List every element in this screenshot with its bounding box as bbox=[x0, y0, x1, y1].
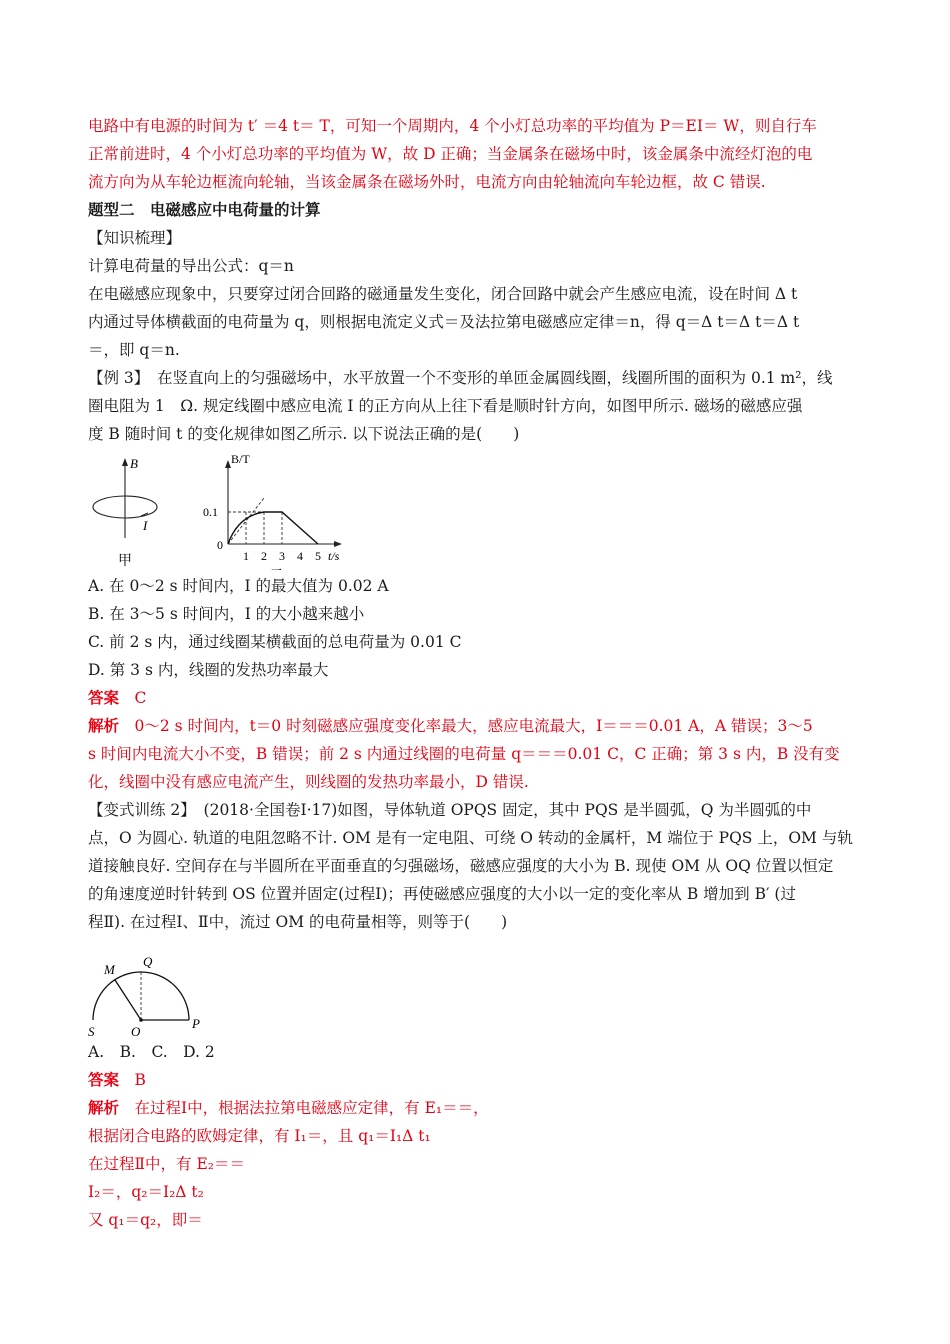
document-page bbox=[88, 112, 868, 1234]
x-tick-4: 4 bbox=[297, 549, 303, 563]
label-s: S bbox=[88, 1024, 95, 1038]
label-m: M bbox=[104, 962, 115, 977]
variant2-answer bbox=[88, 1066, 868, 1094]
semicircle-figure-svg bbox=[88, 944, 228, 1038]
knowledge-tag: 【知识梳理】 bbox=[88, 229, 182, 247]
example3-analysis-3: 化，线圈中没有感应电流产生，则线圈的发热功率最小，D 错误. bbox=[88, 773, 529, 791]
variant2-analysis-text-1: 在过程Ⅰ中，根据法拉第电磁感应定律，有 E₁＝＝， bbox=[134, 1099, 489, 1117]
rod-om bbox=[115, 980, 141, 1020]
example3-analysis-1 bbox=[88, 712, 868, 740]
origin-label: 0 bbox=[217, 538, 223, 552]
label-o: O bbox=[131, 1024, 141, 1038]
label-q: Q bbox=[143, 954, 153, 969]
b-field-arrow bbox=[122, 458, 128, 466]
i-label: I bbox=[143, 518, 148, 533]
answer-label: 答案 bbox=[88, 689, 120, 707]
section-title: 题型二 电磁感应中电荷量的计算 bbox=[88, 201, 321, 219]
variant2-analysis-4: I₂＝，q₂＝I₂Δ t₂ bbox=[88, 1183, 204, 1201]
answer-value: C bbox=[134, 689, 147, 707]
intro-line-3: 流方向为从车轮边框流向轮轴，当该金属条在磁场外时，电流方向由轮轴流向车轮边框，故 C 错误. bbox=[88, 173, 766, 191]
variant2-line-2: 点，O 为圆心. 轨道的电阻忽略不计. OM 是有一定电阻、可绕 O 转动的金属杆，M 端位于 PQS 上，OM 与轨 bbox=[88, 829, 853, 847]
x-axis-label: t/s bbox=[328, 549, 340, 563]
y-tick-label: 0.1 bbox=[203, 505, 218, 519]
option-c: C. 前 2 s 内，通过线圈某横截面的总电荷量为 0.01 C bbox=[88, 633, 462, 651]
analysis-label-2: 解析 bbox=[88, 1099, 120, 1117]
option-b: B. 在 3～5 s 时间内，I 的大小越来越小 bbox=[88, 605, 365, 623]
x-axis-arrow bbox=[334, 541, 342, 547]
variant2-analysis-3: 在过程Ⅱ中，有 E₂＝＝ bbox=[88, 1155, 245, 1173]
x-tick-1: 1 bbox=[243, 549, 249, 563]
example3-answer bbox=[88, 684, 868, 712]
example3-line-1: 【例 3】 在竖直向上的匀强磁场中，水平放置一个不变形的单匝金属圆线圈，线圈所围的面积为 0.1 m²，线 bbox=[88, 369, 833, 387]
x-tick-3: 3 bbox=[279, 549, 285, 563]
variant2-analysis-1 bbox=[88, 1094, 868, 1122]
answer-value-2: B bbox=[134, 1071, 146, 1089]
answer-label-2: 答案 bbox=[88, 1071, 120, 1089]
variant2-line-4: 的角速度逆时针转到 OS 位置并固定(过程Ⅰ)；再使磁感应强度的大小以一定的变化率从 B 增加到 B′ (过 bbox=[88, 885, 796, 903]
example3-analysis-2: s 时间内电流大小不变，B 错误；前 2 s 内通过线圈的电荷量 q＝＝＝0.01 C，C 正确；第 3 s 内，B 没有变 bbox=[88, 745, 840, 763]
example3-line-3: 度 B 随时间 t 的变化规律如图乙所示. 以下说法正确的是( ) bbox=[88, 425, 520, 443]
x-tick-5: 5 bbox=[315, 549, 321, 563]
variant2-analysis-2: 根据闭合电路的欧姆定律，有 I₁＝，且 q₁＝I₁Δ t₁ bbox=[88, 1127, 431, 1145]
variant2-options: A. B. C. D. 2 bbox=[88, 1043, 215, 1061]
label-p: P bbox=[192, 1016, 200, 1031]
intro-line-1: 电路中有电源的时间为 t′ ＝4 t＝ T，可知一个周期内，4 个小灯总功率的平均值为 P＝EI＝ W，则自行车 bbox=[88, 117, 817, 135]
caption-jia: 甲 bbox=[118, 554, 132, 569]
knowledge-para-3: ＝，即 q＝n. bbox=[88, 341, 180, 359]
example3-figure-svg bbox=[88, 452, 388, 570]
variant2-line-1: 【变式训练 2】 (2018·全国卷Ⅰ·17)如图，导体轨道 OPQS 固定，其中 PQS 是半圆弧，Q 为半圆弧的中 bbox=[88, 801, 812, 819]
intro-line-2: 正常前进时，4 个小灯总功率的平均值为 W，故 D 正确；当金属条在磁场中时，该金属条中流经灯泡的电 bbox=[88, 145, 813, 163]
knowledge-para-2: 内通过导体横截面的电荷量为 q，则根据电流定义式＝及法拉第电磁感应定律＝n，得 q＝Δ t＝Δ t＝Δ t bbox=[88, 313, 800, 331]
b-curve bbox=[228, 512, 318, 544]
variant2-analysis-5: 又 q₁＝q₂，即＝ bbox=[88, 1211, 203, 1229]
variant2-figure bbox=[88, 944, 868, 1038]
example3-line-2: 圈电阻为 1 Ω. 规定线圈中感应电流 I 的正方向从上往下看是顺时针方向，如图甲所示. 磁场的磁感应强 bbox=[88, 397, 803, 415]
y-axis-label: B/T bbox=[231, 452, 250, 466]
center-dot bbox=[139, 1018, 143, 1022]
figure-jia bbox=[93, 456, 157, 569]
x-tick-2: 2 bbox=[261, 549, 267, 563]
example3-figures bbox=[88, 452, 868, 570]
option-d: D. 第 3 s 内，线圈的发热功率最大 bbox=[88, 661, 329, 679]
analysis-text-1: 0～2 s 时间内，t＝0 时刻磁感应强度变化率最大，感应电流最大，I＝＝＝0.01 A，A 错误；3～5 bbox=[134, 717, 813, 735]
figure-yi bbox=[203, 452, 342, 570]
option-a: A. 在 0～2 s 时间内，I 的最大值为 0.02 A bbox=[88, 577, 389, 595]
variant2-line-5: 程Ⅱ). 在过程Ⅰ、Ⅱ中，流过 OM 的电荷量相等，则等于( ) bbox=[88, 913, 508, 931]
knowledge-para-1: 在电磁感应现象中，只要穿过闭合回路的磁通量发生变化，闭合回路中就会产生感应电流，设在时间 Δ t bbox=[88, 285, 798, 303]
variant2-line-3: 道接触良好. 空间存在与半圆所在平面垂直的匀强磁场，磁感应强度的大小为 B. 现使 OM 从 OQ 位置以恒定 bbox=[88, 857, 834, 875]
analysis-label: 解析 bbox=[88, 717, 120, 735]
caption-yi bbox=[270, 569, 284, 570]
formula-line: 计算电荷量的导出公式：q＝n bbox=[88, 257, 294, 275]
b-label: B bbox=[130, 456, 138, 471]
